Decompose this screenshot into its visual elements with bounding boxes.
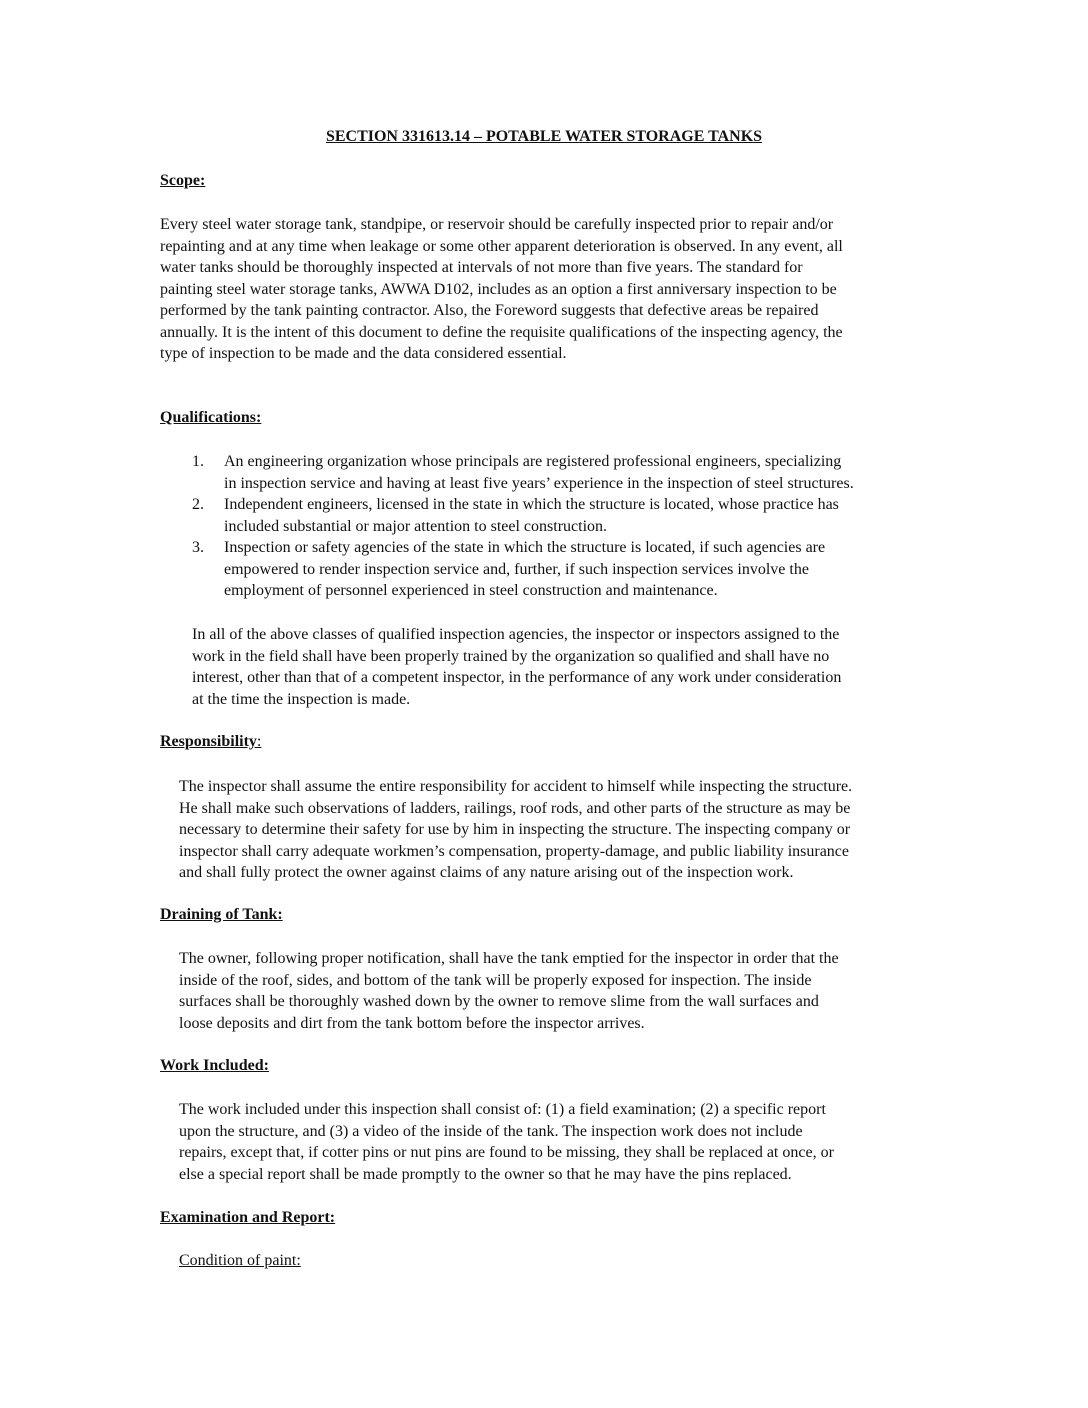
responsibility-line: and shall fully protect the owner against claims of any nature arising out of the inspection work. bbox=[179, 864, 794, 881]
examination-heading: Examination and Report: bbox=[160, 1209, 336, 1226]
work-included-line: repairs, except that, if cotter pins or nut pins are found to be missing, they shall be replaced at once, or bbox=[179, 1144, 834, 1161]
list-item-line: in inspection service and having at least five years’ experience in the inspection of steel structures. bbox=[224, 474, 854, 492]
list-item-number: 1. bbox=[192, 453, 204, 470]
note-line: interest, other than that of a competent inspector, in the performance of any work under consideration bbox=[192, 669, 842, 686]
list-item-line: Independent engineers, licensed in the state in which the structure is located, whose practice has bbox=[224, 496, 839, 513]
list-item-number: 3. bbox=[192, 539, 204, 556]
list-item bbox=[192, 494, 854, 537]
draining-paragraph bbox=[179, 948, 839, 1034]
draining-line: The owner, following proper notification, shall have the tank emptied for the inspector in order that the bbox=[179, 950, 839, 967]
scope-heading: Scope: bbox=[160, 172, 206, 189]
responsibility-paragraph bbox=[179, 776, 852, 884]
draining-line: inside of the roof, sides, and bottom of the tank will be properly exposed for inspection. The inside bbox=[179, 971, 812, 989]
list-item bbox=[192, 537, 854, 602]
responsibility-line: necessary to determine their safety for use by him in inspecting the structure. The inspecting company or bbox=[179, 821, 851, 838]
list-item-number: 2. bbox=[192, 496, 204, 513]
document-title: SECTION 331613.14 – POTABLE WATER STORAGE TANKS bbox=[325, 128, 763, 145]
qualifications-heading: Qualifications: bbox=[160, 409, 262, 426]
work-included-line: upon the structure, and (3) a video of the inside of the tank. The inspection work does not include bbox=[179, 1122, 803, 1140]
scope-line: performed by the tank painting contractor. Also, the Foreword suggests that defective areas be repaired bbox=[160, 302, 819, 319]
work-included-line: The work included under this inspection shall consist of: (1) a field examination; (2) a specific report bbox=[179, 1101, 826, 1118]
list-item-line: employment of personnel experienced in steel construction and maintenance. bbox=[224, 582, 718, 599]
list-item bbox=[192, 451, 854, 494]
scope-paragraph bbox=[160, 214, 843, 365]
list-item-line: empowered to render inspection service and, further, if such inspection services involve the bbox=[224, 560, 809, 578]
note-line: In all of the above classes of qualified inspection agencies, the inspector or inspectors assigned to the bbox=[192, 626, 840, 643]
responsibility-heading-text: Responsibility bbox=[160, 733, 257, 750]
list-item-line: Inspection or safety agencies of the state in which the structure is located, if such agencies are bbox=[224, 539, 826, 556]
responsibility-line: He shall make such observations of ladders, railings, roof rods, and other parts of the structure as may be bbox=[179, 799, 851, 817]
draining-heading: Draining of Tank: bbox=[160, 906, 283, 923]
scope-line: Every steel water storage tank, standpipe, or reservoir should be carefully inspected prior to repair and/or bbox=[160, 216, 834, 233]
note-line: at the time the inspection is made. bbox=[192, 690, 411, 708]
work-included-paragraph bbox=[179, 1099, 834, 1185]
scope-line: painting steel water storage tanks, AWWA D102, includes as an option a first anniversary inspection to be bbox=[160, 280, 837, 298]
qualifications-note bbox=[192, 624, 841, 710]
draining-line: surfaces shall be thoroughly washed down by the owner to remove slime from the wall surfaces and bbox=[179, 993, 819, 1010]
scope-line: annually. It is the intent of this document to define the requisite qualifications of the inspecting agency, the bbox=[160, 323, 843, 341]
note-line: work in the field shall have been properly trained by the organization so qualified and shall have no bbox=[192, 647, 830, 665]
work-included-heading: Work Included: bbox=[160, 1057, 269, 1074]
qualifications-list bbox=[192, 451, 854, 602]
scope-line: repainting and at any time when leakage or some other apparent deterioration is observed. In any event, all bbox=[160, 237, 843, 255]
responsibility-line: inspector shall carry adequate workmen’s compensation, property-damage, and public liability insurance bbox=[179, 842, 849, 860]
list-item-line: included substantial or major attention to steel construction. bbox=[224, 517, 608, 535]
work-included-line: else a special report shall be made promptly to the owner so that he may have the pins replaced. bbox=[179, 1165, 792, 1183]
responsibility-line: The inspector shall assume the entire responsibility for accident to himself while inspecting the structure. bbox=[179, 778, 853, 795]
condition-of-paint-subheading: Condition of paint: bbox=[179, 1252, 301, 1269]
draining-line: loose deposits and dirt from the tank bottom before the inspector arrives. bbox=[179, 1014, 645, 1032]
list-item-line: An engineering organization whose principals are registered professional engineers, specializing bbox=[224, 453, 842, 470]
scope-line: type of inspection to be made and the data considered essential. bbox=[160, 345, 567, 362]
responsibility-heading-colon: : bbox=[256, 733, 262, 750]
responsibility-heading bbox=[160, 733, 261, 751]
scope-line: water tanks should be thoroughly inspected at intervals of not more than five years. The standard for bbox=[160, 259, 803, 276]
